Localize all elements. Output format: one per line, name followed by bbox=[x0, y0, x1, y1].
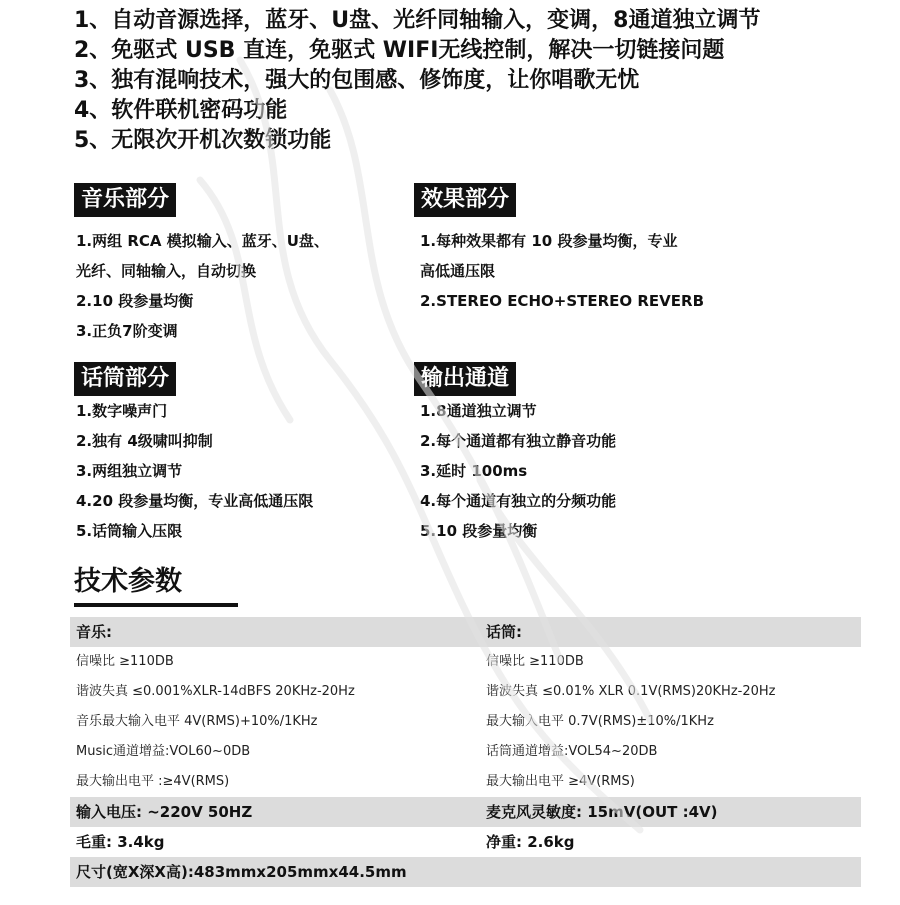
output-section-heading: 输出通道 bbox=[414, 362, 516, 396]
list-item: 4.每个通道有独立的分频功能 bbox=[420, 492, 617, 510]
list-item: 4.20 段参量均衡，专业高低通压限 bbox=[76, 492, 314, 510]
list-item: 5.话筒输入压限 bbox=[76, 522, 183, 540]
list-item: 光纤、同轴输入，自动切换 bbox=[76, 262, 257, 280]
table-cell-left: 音乐最大输入电平 4V(RMS)+10%/1KHz bbox=[76, 714, 318, 729]
list-item: 1.每种效果都有 10 段参量均衡，专业 bbox=[420, 232, 678, 250]
list-item: 2.10 段参量均衡 bbox=[76, 292, 194, 310]
table-row bbox=[70, 737, 861, 767]
table-cell-left: 最大输出电平 :≥4V(RMS) bbox=[76, 774, 230, 789]
table-cell-left: 毛重: 3.4kg bbox=[76, 833, 165, 851]
list-item: 3.两组独立调节 bbox=[76, 462, 183, 480]
table-cell-right: 麦克风灵敏度: 15mV(OUT :4V) bbox=[486, 803, 718, 821]
feature-item: 5、无限次开机次数锁功能 bbox=[74, 128, 332, 153]
table-row bbox=[70, 707, 861, 737]
feature-item: 3、独有混响技术，强大的包围感、修饰度，让你唱歌无忧 bbox=[74, 68, 640, 93]
list-item: 3.正负7阶变调 bbox=[76, 322, 178, 340]
list-item: 高低通压限 bbox=[420, 262, 496, 280]
effects-section-heading: 效果部分 bbox=[414, 183, 516, 217]
table-cell-right: 净重: 2.6kg bbox=[486, 833, 575, 851]
table-cell-left: 信噪比 ≥110DB bbox=[76, 654, 174, 669]
table-row bbox=[70, 797, 861, 827]
tech-params-title: 技术参数 bbox=[74, 566, 182, 597]
table-row bbox=[70, 677, 861, 707]
list-item: 1.8通道独立调节 bbox=[420, 402, 537, 420]
list-item: 2.独有 4级啸叫抑制 bbox=[76, 432, 213, 450]
table-cell-left: Music通道增益:VOL60~0DB bbox=[76, 744, 251, 759]
list-item: 2.每个通道都有独立静音功能 bbox=[420, 432, 617, 450]
output-section-list bbox=[420, 396, 616, 546]
tech-params-table bbox=[70, 617, 861, 887]
list-item: 3.延时 100ms bbox=[420, 462, 528, 480]
mic-section-heading: 话筒部分 bbox=[74, 362, 176, 396]
feature-item: 4、软件联机密码功能 bbox=[74, 98, 288, 123]
table-cell-right: 话筒: bbox=[486, 623, 522, 641]
table-cell-right: 最大输出电平 ≥4V(RMS) bbox=[486, 774, 635, 789]
list-item: 2.STEREO ECHO+STEREO REVERB bbox=[420, 292, 705, 310]
feature-item: 1、自动音源选择，蓝牙、U盘、光纤同轴输入，变调，8通道独立调节 bbox=[74, 8, 761, 33]
table-row bbox=[70, 647, 861, 677]
title-underline bbox=[74, 603, 238, 607]
music-section-list bbox=[76, 226, 329, 346]
table-row bbox=[70, 617, 861, 647]
effects-section-list bbox=[420, 226, 704, 316]
table-row bbox=[70, 827, 861, 857]
list-item: 5.10 段参量均衡 bbox=[420, 522, 538, 540]
feature-item: 2、免驱式 USB 直连，免驱式 WIFI无线控制，解决一切链接问题 bbox=[74, 38, 725, 63]
list-item: 1.两组 RCA 模拟输入、蓝牙、U盘、 bbox=[76, 232, 329, 250]
table-cell-right: 谐波失真 ≤0.01% XLR 0.1V(RMS)20KHz-20Hz bbox=[486, 684, 776, 699]
table-cell-right: 信噪比 ≥110DB bbox=[486, 654, 584, 669]
list-item: 1.数字噪声门 bbox=[76, 402, 168, 420]
table-cell-left: 谐波失真 ≤0.001%XLR-14dBFS 20KHz-20Hz bbox=[76, 684, 355, 699]
table-row bbox=[70, 857, 861, 887]
mic-section-list bbox=[76, 396, 313, 546]
table-cell-right: 最大输入电平 0.7V(RMS)±10%/1KHz bbox=[486, 714, 714, 729]
table-row bbox=[70, 767, 861, 797]
table-cell-left: 尺寸(宽X深X高):483mmx205mmx44.5mm bbox=[76, 863, 407, 881]
table-cell-left: 音乐: bbox=[76, 623, 112, 641]
table-cell-left: 输入电压: ~220V 50HZ bbox=[76, 803, 253, 821]
table-cell-right: 话筒通道增益:VOL54~20DB bbox=[486, 744, 658, 759]
music-section-heading: 音乐部分 bbox=[74, 183, 176, 217]
feature-list bbox=[74, 6, 760, 156]
